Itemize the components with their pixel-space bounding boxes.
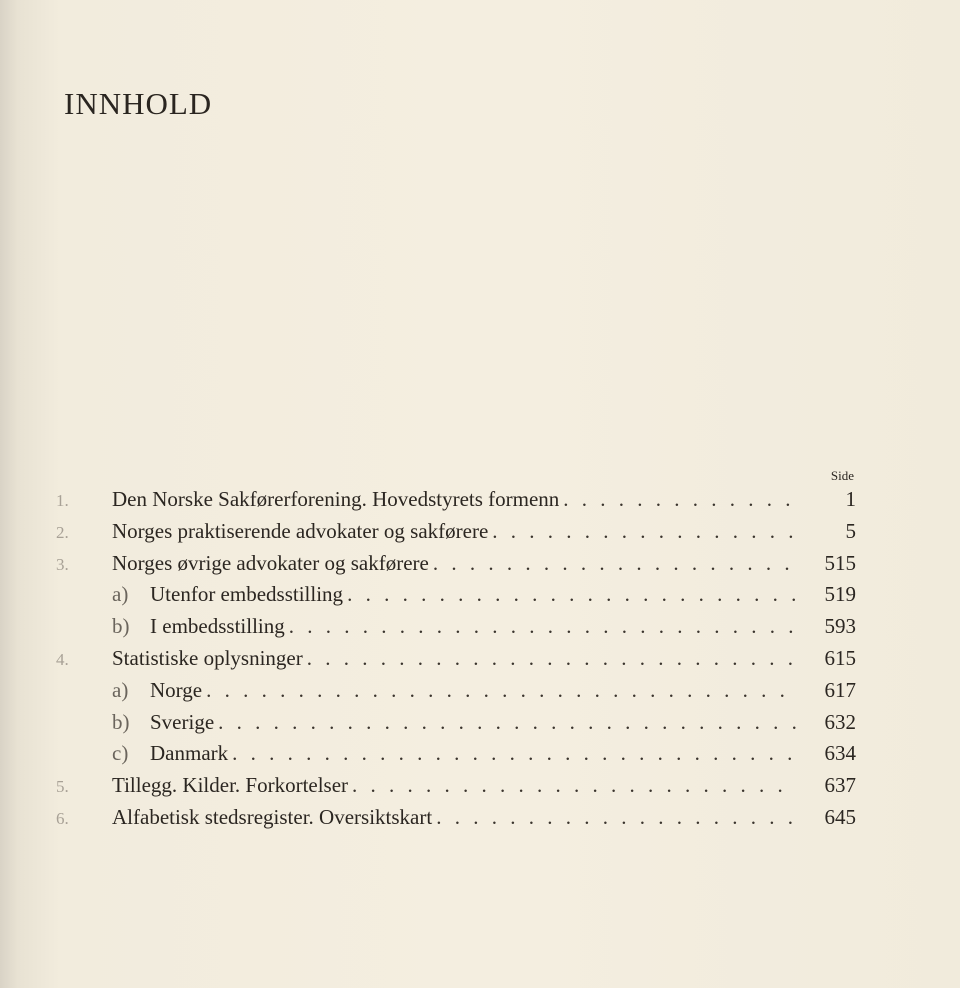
entry-label: Tillegg. Kilder. Forkortelser xyxy=(112,773,349,798)
toc-entry xyxy=(56,710,856,742)
entry-subletter: a) xyxy=(112,582,129,607)
dot-leader xyxy=(436,805,796,830)
entry-page-number: 1 xyxy=(845,487,856,511)
entry-subletter: b) xyxy=(112,614,130,639)
entry-page-number: 5 xyxy=(845,518,856,543)
toc-entry xyxy=(56,773,856,805)
dot-leader xyxy=(563,487,796,512)
entry-subletter: b) xyxy=(112,709,130,734)
entry-number: 2. xyxy=(56,522,69,542)
entry-page-number: 637 xyxy=(824,773,856,798)
toc-entry xyxy=(56,805,856,837)
entry-label: Sverige xyxy=(150,709,215,734)
dot-leader xyxy=(289,614,796,639)
entry-label: Norges øvrige advokater og sakførere xyxy=(112,550,429,575)
table-of-contents xyxy=(56,487,856,837)
toc-entry xyxy=(56,741,856,773)
dot-leader xyxy=(492,519,796,544)
dot-leader xyxy=(433,551,796,576)
entry-label: Norge xyxy=(150,677,203,702)
entry-label: Statistiske oplysninger xyxy=(112,645,303,670)
entry-number: 1. xyxy=(56,491,69,510)
entry-page-number: 515 xyxy=(824,550,856,575)
entry-page-number: 617 xyxy=(824,677,856,702)
dot-leader xyxy=(347,582,796,607)
entry-label: Utenfor embedsstilling xyxy=(150,582,344,607)
entry-page-number: 645 xyxy=(824,804,856,829)
toc-entry xyxy=(56,519,856,551)
toc-entry xyxy=(56,551,856,583)
entry-label: I embedsstilling xyxy=(150,614,285,639)
entry-subletter: c) xyxy=(112,741,129,766)
entry-label: Den Norske Sakførerforening. Hovedstyrets formenn xyxy=(112,487,560,511)
entry-label: Danmark xyxy=(150,741,229,766)
toc-entry xyxy=(56,678,856,710)
entry-number: 4. xyxy=(56,649,69,669)
toc-entry xyxy=(56,582,856,614)
entry-label: Alfabetisk stedsregister. Oversiktskart xyxy=(112,804,433,829)
toc-entry xyxy=(56,614,856,646)
page-title: INNHOLD xyxy=(64,86,213,121)
entry-label: Norges praktiserende advokater og sakførere xyxy=(112,518,489,543)
entry-page-number: 519 xyxy=(824,582,856,607)
toc-entry xyxy=(56,487,856,519)
entry-number: 3. xyxy=(56,554,69,574)
dot-leader xyxy=(218,710,796,735)
dot-leader xyxy=(232,741,796,766)
dot-leader xyxy=(206,678,796,703)
entry-page-number: 632 xyxy=(824,709,856,734)
entry-number: 6. xyxy=(56,808,69,828)
dot-leader xyxy=(307,646,796,671)
toc-entry xyxy=(56,646,856,678)
entry-number: 5. xyxy=(56,777,69,797)
entry-subletter: a) xyxy=(112,677,129,702)
dot-leader xyxy=(352,773,796,798)
page-column-header: Side xyxy=(830,468,854,483)
entry-page-number: 634 xyxy=(824,741,856,766)
entry-page-number: 615 xyxy=(824,645,856,670)
entry-page-number: 593 xyxy=(824,614,856,639)
